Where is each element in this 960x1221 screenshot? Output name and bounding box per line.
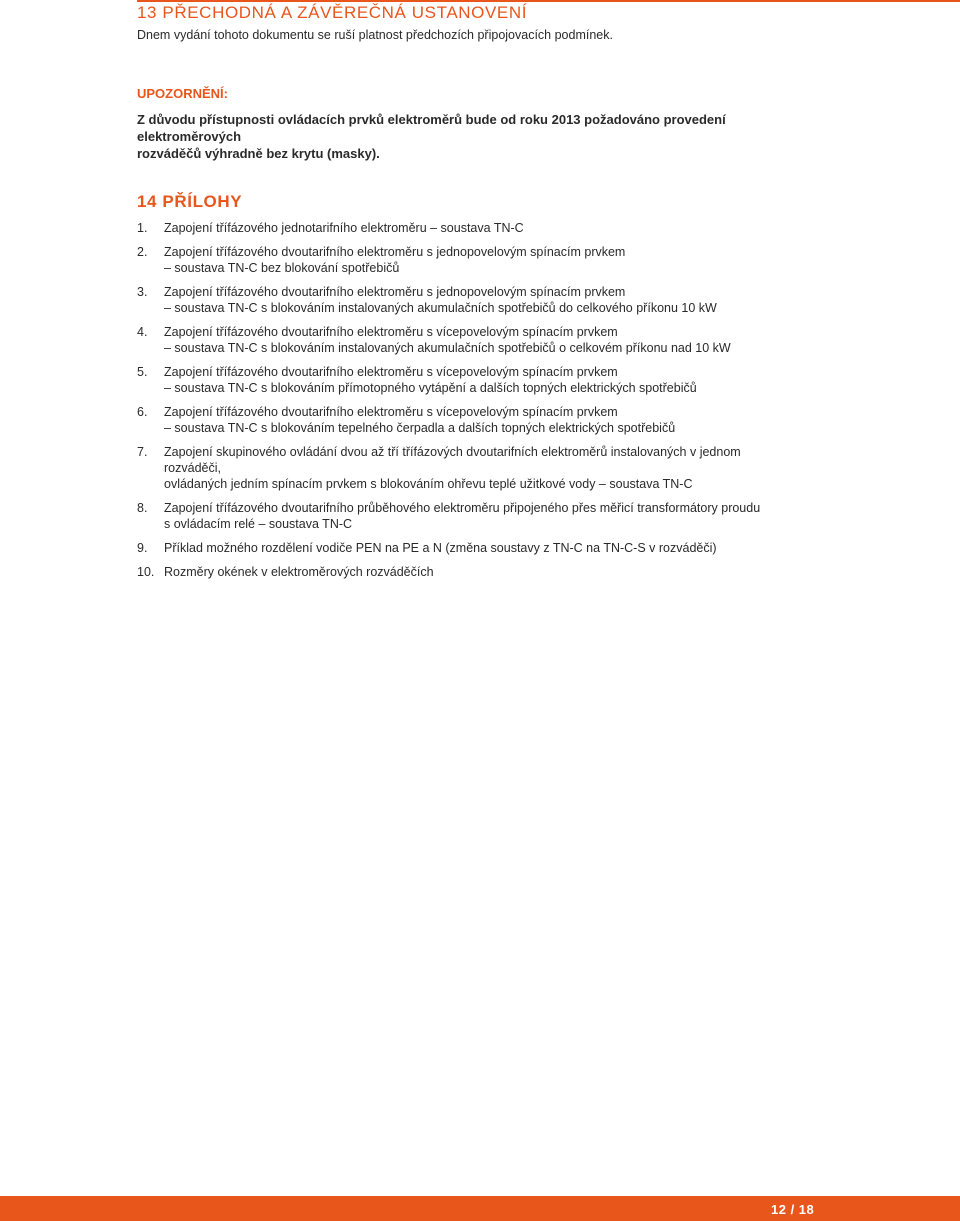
attachment-number: 6. bbox=[137, 405, 148, 419]
attachment-line-1: Zapojení třífázového dvoutarifního průběhového elektroměru připojeného přes měřicí transformátory proudu bbox=[164, 501, 761, 515]
attachment-number: 5. bbox=[137, 365, 148, 379]
attachment-line-1: Zapojení třífázového dvoutarifního elektroměru s vícepovelovým spínacím prvkem bbox=[164, 365, 618, 379]
attachment-line-1: Zapojení třífázového jednotarifního elektroměru – soustava TN-C bbox=[164, 221, 524, 235]
attachment-number: 3. bbox=[137, 285, 148, 299]
attachment-line-2: ovládaných jedním spínacím prvkem s blokováním ohřevu teplé užitkové vody – soustava TN-C bbox=[164, 477, 693, 491]
attachment-number: 2. bbox=[137, 245, 148, 259]
page-number: 12 / 18 bbox=[771, 1202, 815, 1217]
attachment-item-6 bbox=[137, 404, 797, 436]
attachment-line-1: Příklad možného rozdělení vodiče PEN na PE a N (změna soustavy z TN-C na TN-C-S v rozváděči) bbox=[164, 541, 717, 555]
section-13-heading: 13 PŘECHODNÁ A ZÁVĚREČNÁ USTANOVENÍ bbox=[137, 3, 528, 22]
attachment-number: 1. bbox=[137, 221, 148, 235]
attachment-line-2: – soustava TN-C s blokováním instalovaných akumulačních spotřebičů o celkovém příkonu nad 10 kW bbox=[164, 341, 731, 355]
attachment-line-1: Zapojení třífázového dvoutarifního elektroměru s vícepovelovým spínacím prvkem bbox=[164, 325, 618, 339]
attachment-line-2: – soustava TN-C s blokováním tepelného čerpadla a dalších topných elektrických spotřebičů bbox=[164, 421, 676, 435]
attachments-list bbox=[137, 220, 797, 588]
attachment-line-1: Zapojení skupinového ovládání dvou až tří třífázových dvoutarifních elektroměrů instalovaných v jednom rozváděči, bbox=[164, 445, 741, 475]
attachment-item-5 bbox=[137, 364, 797, 396]
attachment-item-3 bbox=[137, 284, 797, 316]
notice-line-1: Z důvodu přístupnosti ovládacích prvků elektroměrů bude od roku 2013 požadováno provedení elektroměrových bbox=[137, 112, 726, 144]
attachment-line-1: Zapojení třífázového dvoutarifního elektroměru s jednopovelovým spínacím prvkem bbox=[164, 245, 626, 259]
attachment-number: 10. bbox=[137, 565, 155, 579]
attachment-number: 4. bbox=[137, 325, 148, 339]
attachment-item-1 bbox=[137, 220, 797, 236]
attachment-number: 9. bbox=[137, 541, 148, 555]
attachment-item-9 bbox=[137, 540, 797, 556]
section-13-text: Dnem vydání tohoto dokumentu se ruší platnost předchozích připojovacích podmínek. bbox=[137, 28, 613, 42]
attachment-item-7 bbox=[137, 444, 797, 492]
attachment-line-2: – soustava TN-C s blokováním přímotopného vytápění a dalších topných elektrických spotřebičů bbox=[164, 381, 697, 395]
attachment-item-4 bbox=[137, 324, 797, 356]
attachment-item-8 bbox=[137, 500, 797, 532]
attachment-item-2 bbox=[137, 244, 797, 276]
attachment-item-10 bbox=[137, 564, 797, 580]
attachment-line-1: Rozměry okének v elektroměrových rozváděčích bbox=[164, 565, 434, 579]
footer-bar bbox=[0, 1196, 960, 1221]
attachment-line-2: – soustava TN-C bez blokování spotřebičů bbox=[164, 261, 400, 275]
attachment-number: 7. bbox=[137, 445, 148, 459]
attachment-line-2: s ovládacím relé – soustava TN-C bbox=[164, 517, 353, 531]
attachment-line-1: Zapojení třífázového dvoutarifního elektroměru s vícepovelovým spínacím prvkem bbox=[164, 405, 618, 419]
attachment-line-2: – soustava TN-C s blokováním instalovaných akumulačních spotřebičů do celkového příkonu 10 kW bbox=[164, 301, 717, 315]
attachment-number: 8. bbox=[137, 501, 148, 515]
notice-label: UPOZORNĚNÍ: bbox=[137, 86, 228, 101]
section-14-heading: 14 PŘÍLOHY bbox=[137, 192, 243, 211]
notice-line-2: rozváděčů výhradně bez krytu (masky). bbox=[137, 146, 380, 161]
attachment-line-1: Zapojení třífázového dvoutarifního elektroměru s jednopovelovým spínacím prvkem bbox=[164, 285, 626, 299]
notice-text bbox=[137, 111, 797, 162]
